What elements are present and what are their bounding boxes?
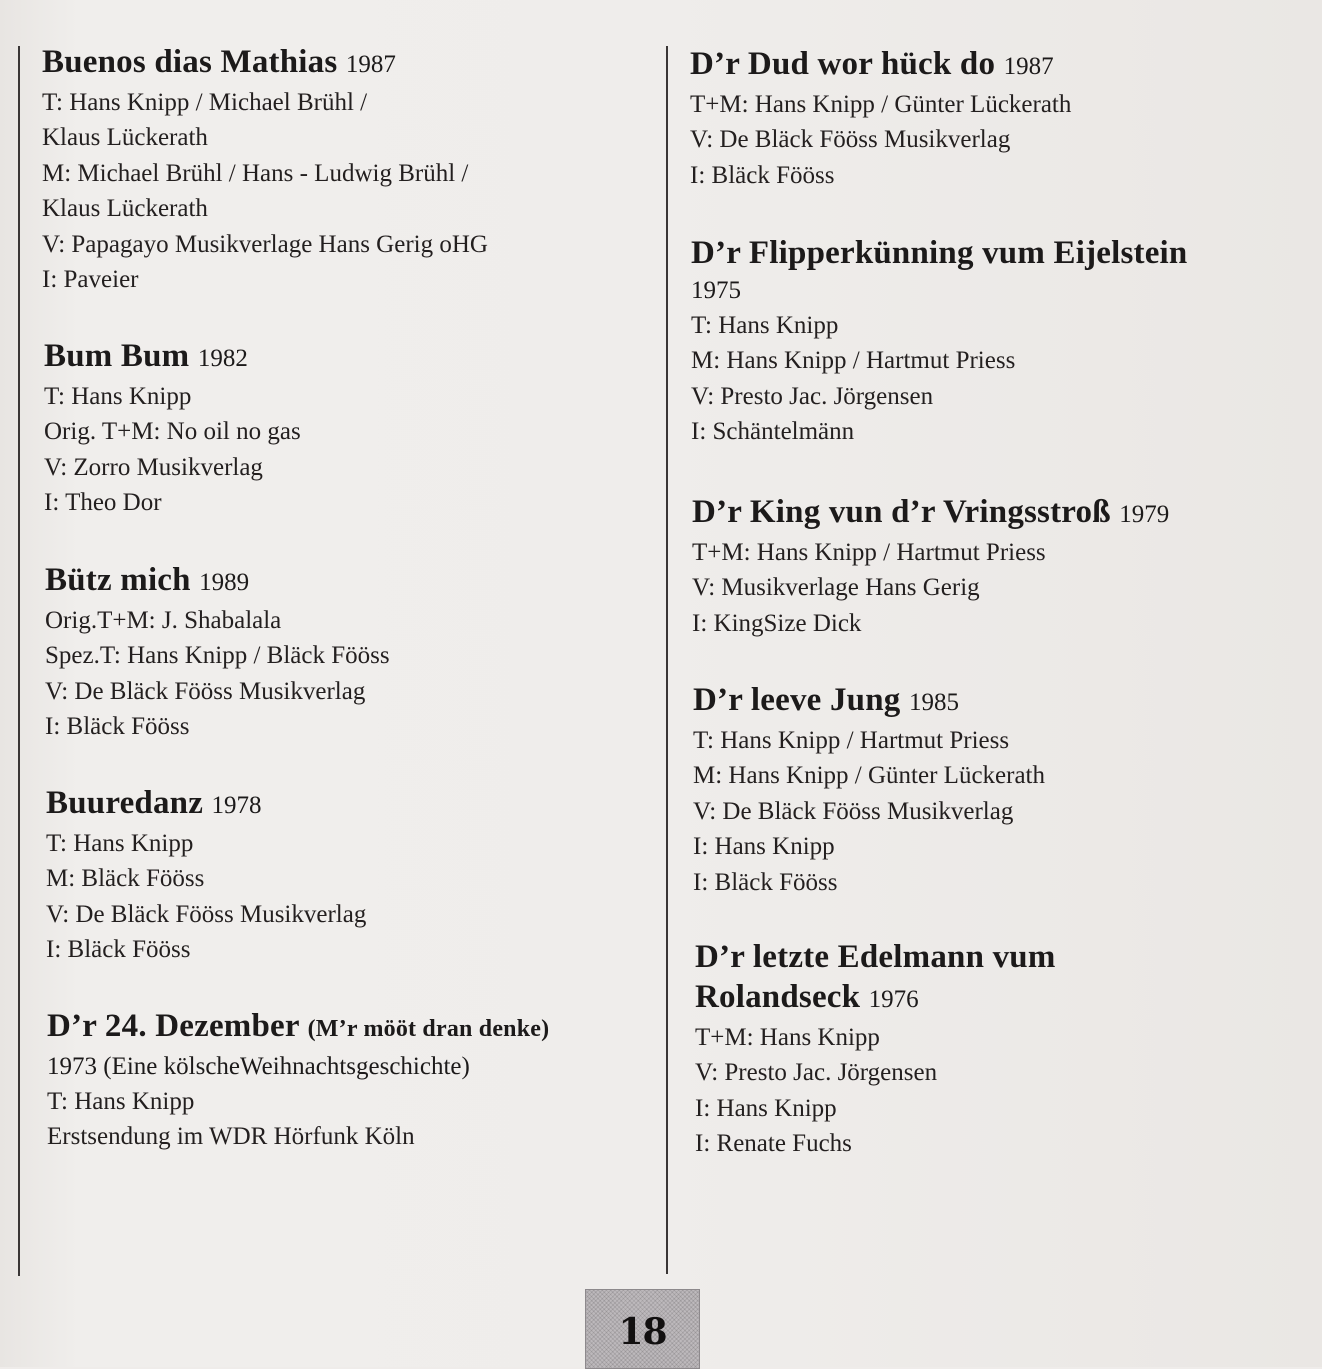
- song-title: D’r letzte Edelmann vum: [695, 939, 1056, 975]
- credit-line: V: Presto Jac. Jörgensen: [691, 382, 934, 410]
- credit-line: Erstsendung im WDR Hörfunk Köln: [47, 1123, 415, 1151]
- song-year: 1989: [199, 569, 250, 596]
- song-title: Buenos dias Mathias: [42, 44, 338, 80]
- credit-line: Orig.T+M: J. Shabalala: [45, 607, 282, 634]
- song-title-line: [42, 42, 642, 85]
- credit-line: T: Hans Knipp: [691, 312, 839, 339]
- credit-line: I: Bläck Fööss: [45, 713, 190, 741]
- song-title: D’r 24. Dezember: [47, 1008, 300, 1044]
- page-number: 18: [618, 1311, 667, 1353]
- credit-line: Spez.T: Hans Knipp / Bläck Fööss: [45, 642, 390, 670]
- left-column-rule: [18, 46, 20, 1276]
- song-entry: [42, 42, 642, 297]
- song-title-line: [695, 937, 1295, 977]
- credit-line: T+M: Hans Knipp / Günter Lückerath: [690, 91, 1072, 118]
- credit-line: T: Hans Knipp / Michael Brühl /: [42, 89, 368, 116]
- song-title-line: [47, 1006, 647, 1049]
- song-entry: [695, 937, 1295, 1162]
- song-year: 1982: [197, 345, 248, 372]
- credit-line: T+M: Hans Knipp / Hartmut Priess: [692, 539, 1046, 566]
- song-entry: [47, 1006, 647, 1155]
- song-entry: [691, 233, 1291, 450]
- credit-line: I: Bläck Fööss: [693, 868, 838, 896]
- song-year: 1979: [1119, 501, 1170, 528]
- credit-line: I: Schäntelmänn: [691, 418, 855, 446]
- credit-line: Orig. T+M: No oil no gas: [44, 418, 301, 446]
- song-title: D’r Dud wor hück do: [690, 46, 996, 82]
- song-entry: [693, 680, 1293, 900]
- credit-line: M: Bläck Fööss: [46, 865, 205, 893]
- credit-line: V: De Bläck Fööss Musikverlag: [693, 797, 1014, 825]
- credit-line: I: Theo Dor: [44, 489, 162, 517]
- song-title-continued: Rolandseck: [695, 979, 861, 1015]
- song-title: D’r King vun d’r Vringsstroß: [692, 494, 1111, 530]
- song-title-line: [695, 977, 1295, 1020]
- credit-line: I: Hans Knipp: [695, 1094, 837, 1122]
- credit-line: T: Hans Knipp: [44, 383, 192, 410]
- song-year: 1978: [211, 792, 262, 819]
- song-entry: [44, 336, 644, 521]
- song-title: Buuredanz: [46, 785, 204, 821]
- song-title-line: [46, 783, 646, 826]
- song-year: 1987: [345, 51, 396, 78]
- credit-line: Klaus Lückerath: [42, 195, 208, 223]
- song-year: 1987: [1003, 53, 1054, 80]
- song-title-line: [691, 233, 1291, 273]
- credit-line: V: Presto Jac. Jörgensen: [695, 1059, 938, 1087]
- credit-line: V: Musikverlage Hans Gerig: [692, 574, 980, 602]
- credit-line: I: Bläck Fööss: [46, 936, 191, 964]
- credit-line: M: Hans Knipp / Hartmut Priess: [691, 347, 1016, 375]
- song-entry: [690, 44, 1290, 193]
- page-number-box: [585, 1289, 700, 1369]
- song-title: D’r leeve Jung: [693, 682, 901, 718]
- song-title-line: [690, 44, 1290, 87]
- song-entry: [45, 560, 645, 745]
- credit-line: I: Renate Fuchs: [695, 1130, 852, 1158]
- song-entry: [692, 492, 1292, 641]
- song-year-line: 1973 (Eine kölscheWeihnachtsgeschichte): [47, 1053, 470, 1080]
- song-title-line: [693, 680, 1293, 723]
- credit-line: V: De Bläck Fööss Musikverlag: [46, 900, 367, 928]
- center-column-rule: [666, 46, 668, 1274]
- credit-line: T: Hans Knipp: [47, 1088, 195, 1115]
- credit-line: I: Hans Knipp: [693, 833, 835, 861]
- song-year-line: 1975: [691, 277, 741, 304]
- credit-line: V: De Bläck Fööss Musikverlag: [690, 126, 1011, 154]
- credit-line: V: De Bläck Fööss Musikverlag: [45, 677, 366, 705]
- credit-line: I: KingSize Dick: [692, 609, 862, 637]
- credit-line: M: Hans Knipp / Günter Lückerath: [693, 762, 1046, 790]
- song-year: 1985: [908, 689, 959, 716]
- credit-line: V: Papagayo Musikverlage Hans Gerig oHG: [42, 230, 488, 258]
- credit-line: T+M: Hans Knipp: [695, 1024, 880, 1051]
- song-title-line: [45, 560, 645, 603]
- song-year: 1976: [868, 986, 919, 1013]
- credit-line: T: Hans Knipp: [46, 830, 194, 857]
- credit-line: T: Hans Knipp / Hartmut Priess: [693, 727, 1010, 754]
- song-title: Bum Bum: [44, 338, 190, 374]
- credit-line: M: Michael Brühl / Hans - Ludwig Brühl /: [42, 159, 469, 187]
- credit-line: Klaus Lückerath: [42, 124, 208, 152]
- song-subtitle: (M’r mööt dran denke): [307, 1016, 550, 1042]
- song-title: Bütz mich: [45, 562, 191, 598]
- credit-line: I: Paveier: [42, 266, 139, 294]
- song-title-line: [44, 336, 644, 379]
- credit-line: V: Zorro Musikverlag: [44, 453, 263, 481]
- song-entry: [46, 783, 646, 968]
- song-title-line: [692, 492, 1292, 535]
- song-title: D’r Flipperkünning vum Eijelstein: [691, 235, 1188, 271]
- credit-line: I: Bläck Fööss: [690, 161, 835, 189]
